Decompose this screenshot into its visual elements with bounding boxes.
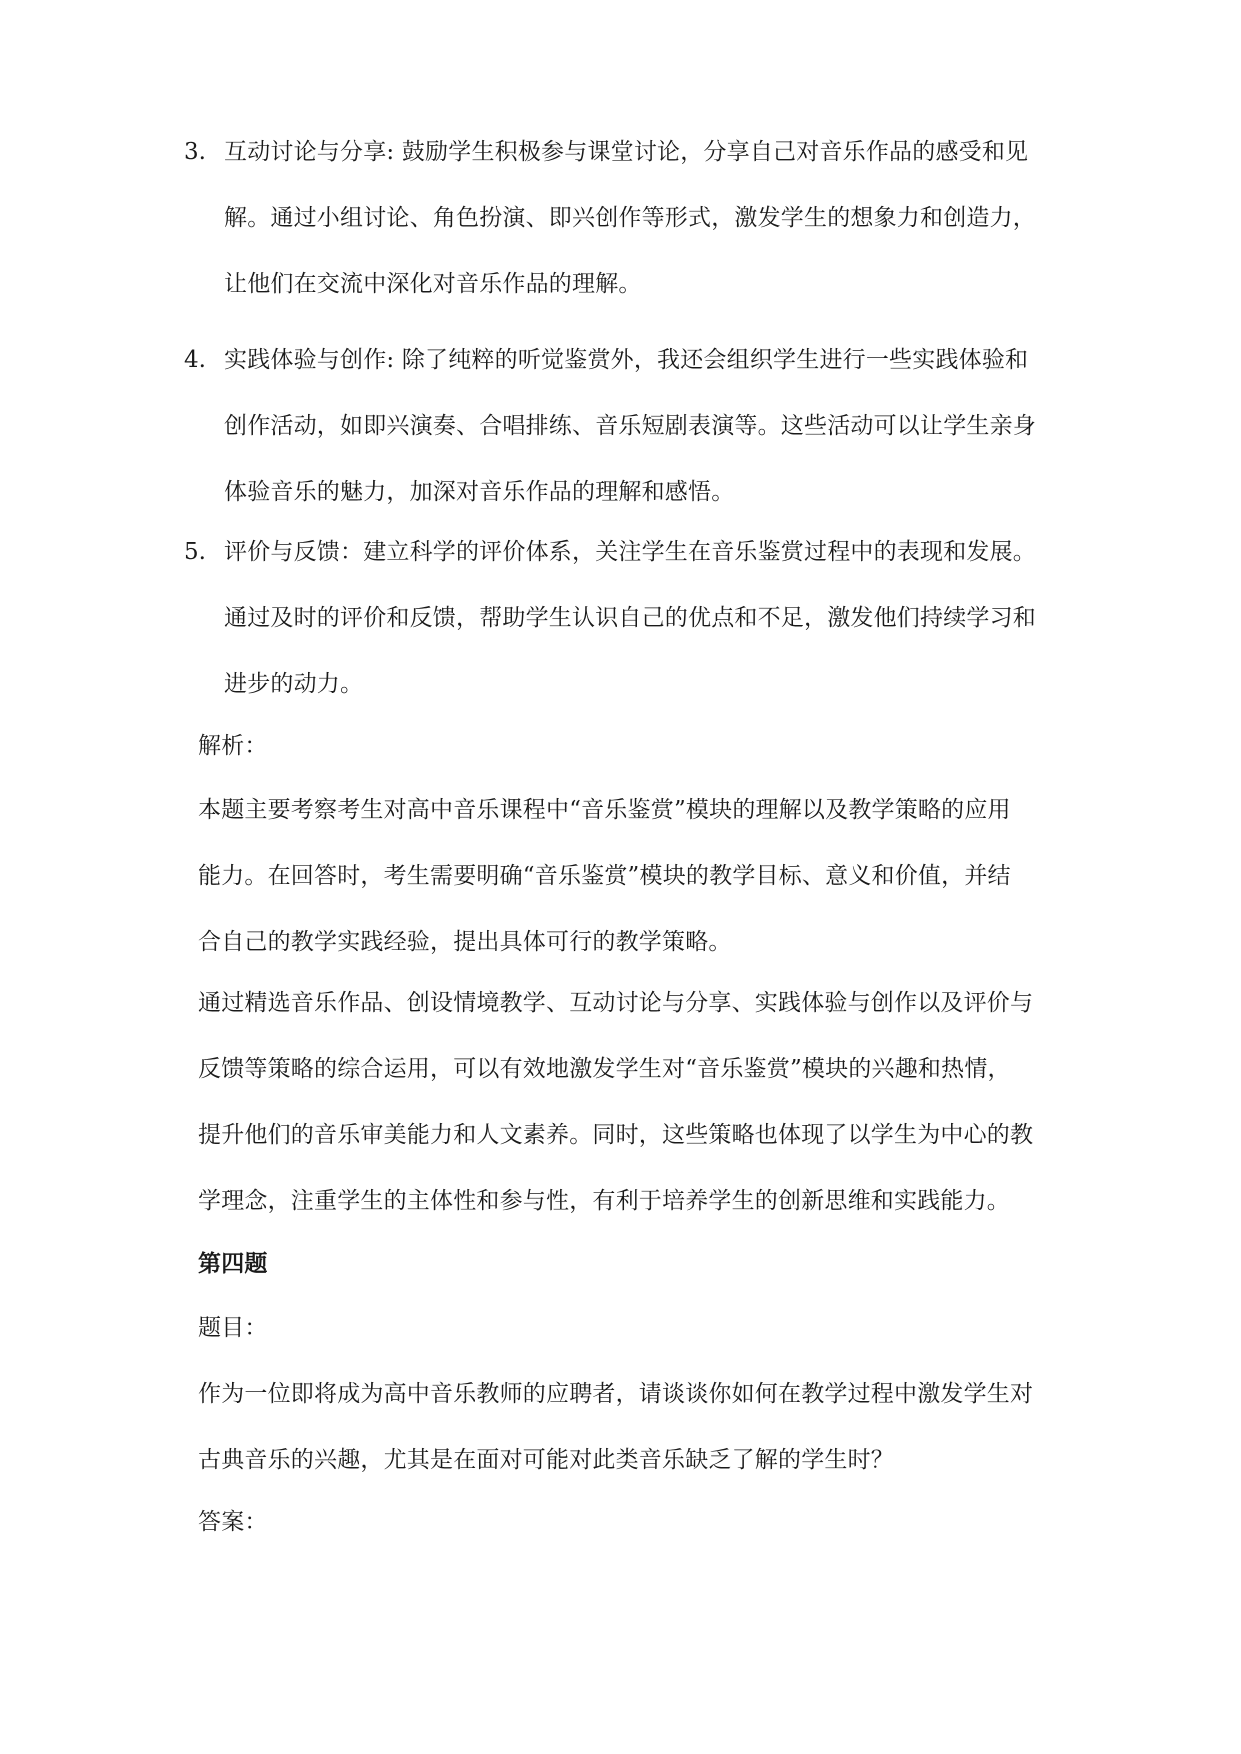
analysis-p1-line-1: 本题主要考察考生对高中音乐课程中“音乐鉴赏”模块的理解以及教学策略的应用 [198,797,1011,823]
item-5-line-1: 评价与反馈：建立科学的评价体系，关注学生在音乐鉴赏过程中的表现和发展。 [224,539,1036,565]
analysis-p2-line-1: 通过精选音乐作品、创设情境教学、互动讨论与分享、实践体验与创作以及评价与 [198,990,1034,1016]
item-5-line-3: 进步的动力。 [224,671,364,697]
question-label: 题目： [198,1315,268,1341]
item-4-number: 4. [184,347,206,373]
analysis-p1-line-2: 能力。在回答时，考生需要明确“音乐鉴赏”模块的教学目标、意义和价值，并结 [198,863,1011,889]
analysis-p2-line-3: 提升他们的音乐审美能力和人文素养。同时，这些策略也体现了以学生为中心的教 [198,1122,1034,1148]
item-4-line-1: 实践体验与创作: 除了纯粹的听觉鉴赏外，我还会组织学生进行一些实践体验和 [224,347,1029,373]
section-title: 第四题 [198,1250,268,1277]
item-3-line-1: 互动讨论与分享: 鼓励学生积极参与课堂讨论，分享自己对音乐作品的感受和见 [224,139,1029,165]
analysis-p2-line-4: 学理念，注重学生的主体性和参与性，有利于培养学生的创新思维和实践能力。 [198,1188,1010,1214]
analysis-label: 解析： [198,733,268,759]
item-5-number: 5. [184,539,206,565]
item-4-line-2: 创作活动，如即兴演奏、合唱排练、音乐短剧表演等。这些活动可以让学生亲身 [224,413,1036,439]
question-line-1: 作为一位即将成为高中音乐教师的应聘者，请谈谈你如何在教学过程中激发学生对 [198,1381,1034,1407]
analysis-p2-line-2: 反馈等策略的综合运用，可以有效地激发学生对“音乐鉴赏”模块的兴趣和热情， [198,1056,1011,1082]
item-3-number: 3. [184,139,206,165]
item-3-line-2: 解。通过小组讨论、角色扮演、即兴创作等形式，激发学生的想象力和创造力， [224,205,1036,231]
question-line-2: 古典音乐的兴趣，尤其是在面对可能对此类音乐缺乏了解的学生时？ [198,1447,894,1473]
item-3-line-3: 让他们在交流中深化对音乐作品的理解。 [224,271,642,297]
item-4-line-3: 体验音乐的魅力，加深对音乐作品的理解和感悟。 [224,479,735,505]
item-5-line-2: 通过及时的评价和反馈，帮助学生认识自己的优点和不足，激发他们持续学习和 [224,605,1036,631]
answer-label: 答案： [198,1509,268,1535]
analysis-p1-line-3: 合自己的教学实践经验，提出具体可行的教学策略。 [198,929,732,955]
